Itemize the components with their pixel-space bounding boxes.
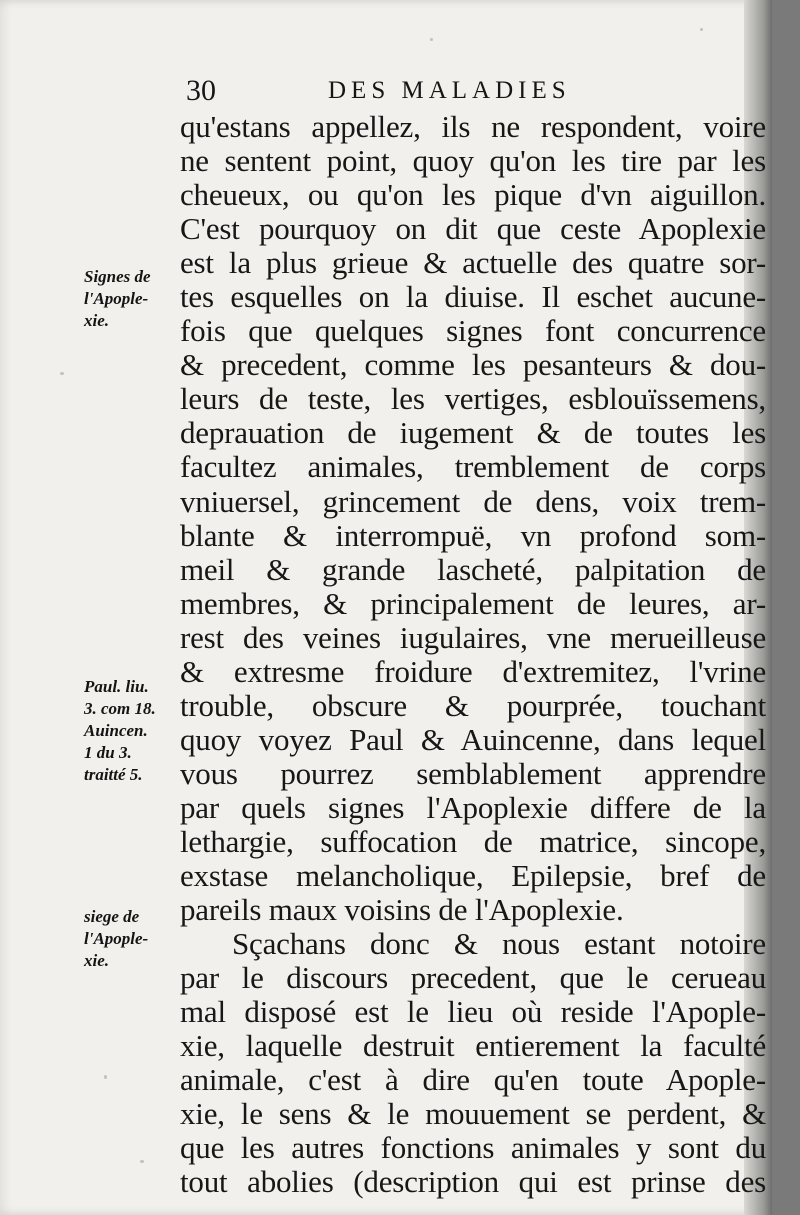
body-line: que les autres fonctions animales y sont du: [180, 1130, 766, 1166]
running-title: DES MALADIES: [328, 77, 571, 104]
margin-note-line: 3. com 18.: [84, 699, 156, 718]
body-line: xie, laquelle destruit entierement la faculté: [180, 1028, 766, 1064]
body-line: par quels signes l'Apoplexie differe de la: [180, 789, 766, 825]
body-line: quoy voyez Paul & Auincenne, dans lequel: [180, 721, 766, 757]
body-line: & extresme froidure d'extremitez, l'vrine: [180, 653, 766, 689]
body-line: vous pourrez semblablement apprendre: [180, 755, 766, 791]
margin-note-siege: [84, 906, 180, 972]
body-line: pareils maux voisins de l'Apoplexie.: [180, 892, 624, 928]
body-line: leurs de teste, les vertiges, esblouïssemens,: [180, 381, 766, 417]
margin-note-line: l'Apople-: [84, 929, 149, 948]
margin-note-line: 1 du 3.: [84, 743, 132, 762]
paper-speck: [700, 28, 703, 31]
body-line: par le discours precedent, que le cerueau: [180, 960, 766, 996]
body-line: meil & grande lascheté, palpitation de: [180, 551, 766, 587]
margin-note-signes: [84, 266, 180, 332]
body-line: C'est pourquoy on dit que ceste Apoplexie: [180, 211, 766, 247]
margin-note-references: [84, 676, 180, 786]
margin-note-line: Signes de: [84, 267, 151, 286]
margin-note-line: siege de: [84, 907, 140, 926]
body-line: & precedent, comme les pesanteurs & dou-: [180, 347, 766, 383]
paper-speck: [60, 372, 64, 375]
margin-note-line: Paul. liu.: [84, 677, 149, 696]
body-line: mal disposé est le lieu où reside l'Apople-: [180, 994, 766, 1030]
body-line: vniuersel, grincement de dens, voix trem-: [180, 483, 766, 519]
body-line: membres, & principalement de leures, ar-: [180, 585, 766, 621]
body-line: blante & interrompuë, vn profond som-: [180, 517, 766, 553]
body-line: tout abolies (description qui est prinse des: [180, 1164, 766, 1200]
paper-speck: [104, 1075, 107, 1079]
body-line: Sçachans donc & nous estant notoire: [232, 926, 766, 962]
body-line: rest des veines iugulaires, vne merueilleuse: [180, 619, 766, 655]
body-line: ne sentent point, quoy qu'on les tire par les: [180, 143, 766, 179]
page-number: 30: [186, 74, 216, 107]
body-line: facultez animales, tremblement de corps: [180, 449, 766, 485]
body-line: est la plus grieue & actuelle des quatre sor-: [180, 245, 766, 281]
paper-speck: [430, 38, 433, 41]
margin-note-line: Auincen.: [84, 721, 148, 740]
body-line: trouble, obscure & pourprée, touchant: [180, 687, 766, 723]
body-line: xie, le sens & le mouuement se perdent, &: [180, 1096, 766, 1132]
body-line: fois que quelques signes font concurrence: [180, 313, 766, 349]
body-text: [180, 110, 766, 1200]
page-header: [186, 74, 746, 108]
body-line: exstase melancholique, Epilepsie, bref de: [180, 858, 766, 894]
margin-note-line: traitté 5.: [84, 765, 143, 784]
body-line: tes esquelles on la diuise. Il eschet aucune-: [180, 279, 766, 315]
body-line: animale, c'est à dire qu'en toute Apople-: [180, 1062, 766, 1098]
body-line: lethargie, suffocation de matrice, sincope,: [180, 823, 766, 859]
paper-speck: [140, 1160, 144, 1163]
margin-note-line: xie.: [84, 311, 110, 330]
body-line: deprauation de iugement & de toutes les: [180, 415, 766, 451]
body-line: cheueux, ou qu'on les pique d'vn aiguillon.: [180, 177, 766, 213]
body-line: qu'estans appellez, ils ne respondent, voire: [180, 109, 766, 144]
margin-note-line: xie.: [84, 951, 110, 970]
margin-note-line: l'Apople-: [84, 289, 149, 308]
